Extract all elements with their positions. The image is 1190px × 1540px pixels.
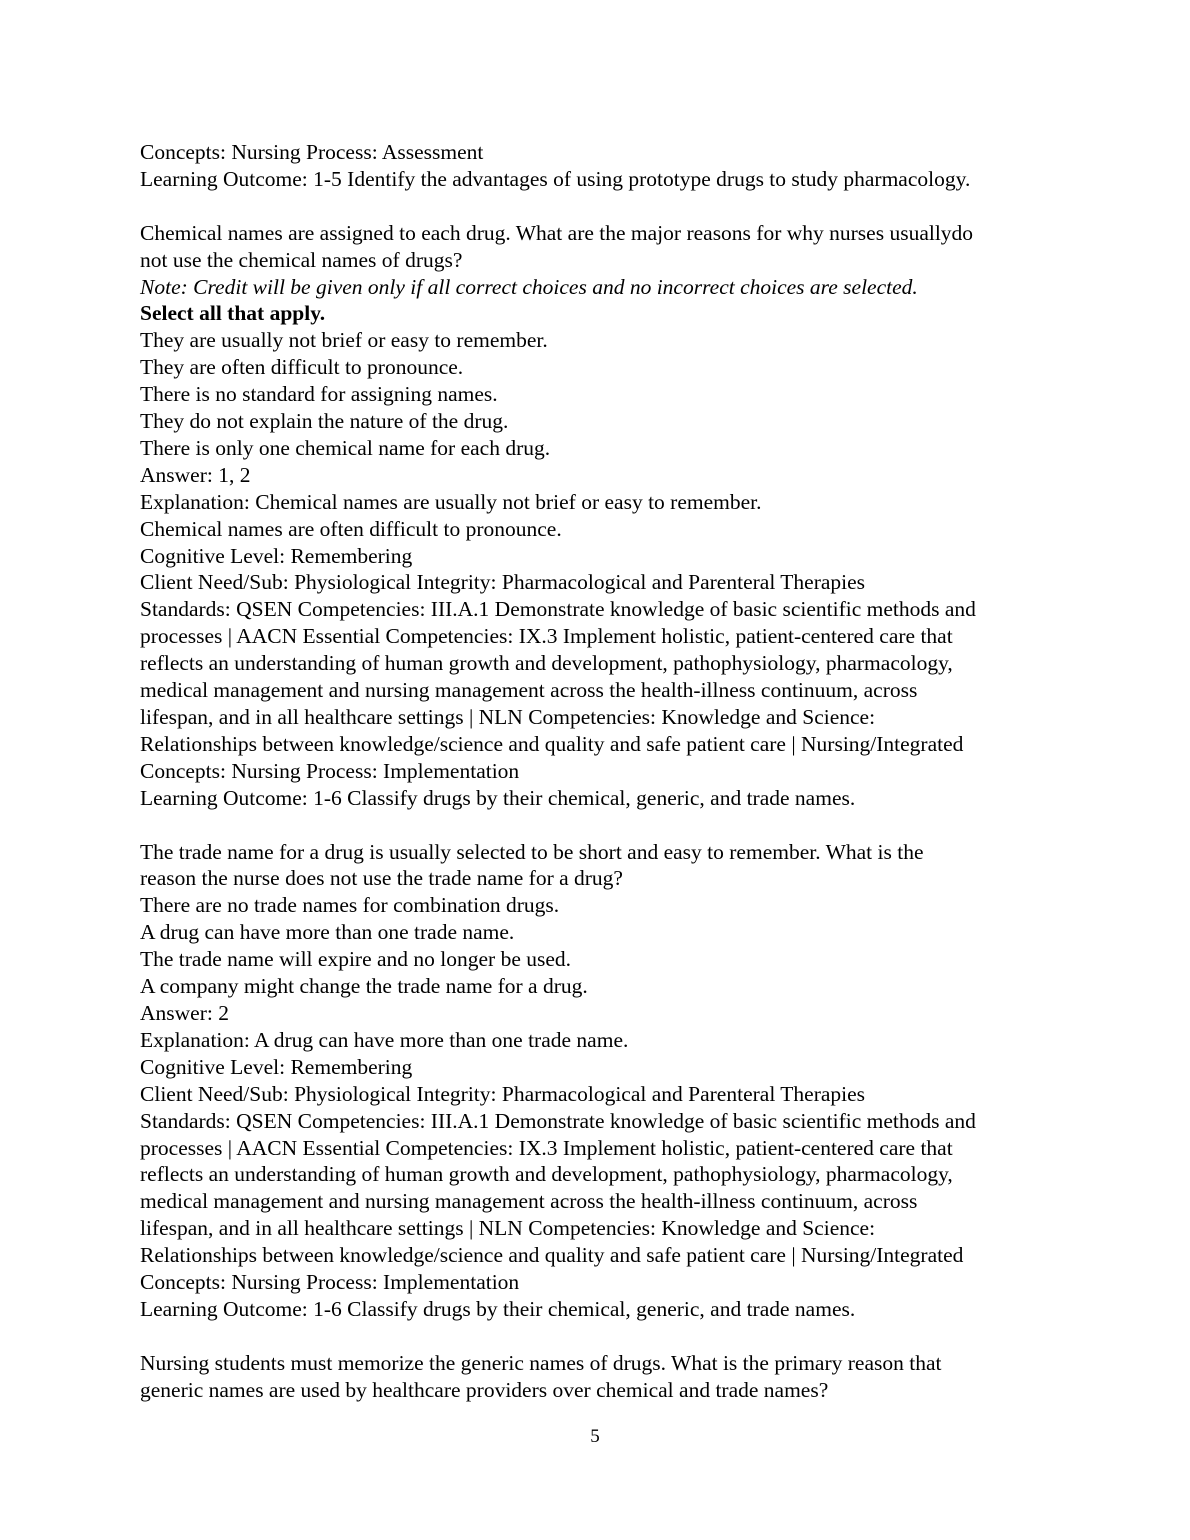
answer-option: The trade name will expire and no longer be used.	[140, 947, 572, 972]
learning-outcome-line: Learning Outcome: 1-6 Classify drugs by their chemical, generic, and trade names.	[140, 785, 856, 810]
answer-option: They do not explain the nature of the drug.	[140, 409, 509, 434]
cognitive-level: Cognitive Level: Remembering	[140, 543, 413, 568]
standards-line: Relationships between knowledge/science and quality and safe patient care | Nursing/Integrated	[140, 731, 964, 756]
page-number: 5	[590, 1426, 600, 1447]
answer-option: There is only one chemical name for each drug.	[140, 435, 551, 460]
standards-line: lifespan, and in all healthcare settings | NLN Competencies: Knowledge and Science:	[140, 705, 876, 730]
concepts-line: Concepts: Nursing Process: Implementation	[140, 758, 520, 783]
question-stem: The trade name for a drug is usually selected to be short and easy to remember. What is the	[140, 839, 924, 864]
answer-option: They are often difficult to pronounce.	[140, 355, 464, 380]
document-page	[140, 139, 1060, 1404]
cognitive-level: Cognitive Level: Remembering	[140, 1054, 413, 1079]
answer-option: There are no trade names for combination drugs.	[140, 893, 560, 918]
standards-line: Standards: QSEN Competencies: III.A.1 Demonstrate knowledge of basic scientific methods and	[140, 597, 976, 622]
explanation: Explanation: Chemical names are usually not brief or easy to remember.	[140, 489, 762, 514]
learning-outcome-line: Learning Outcome: 1-6 Classify drugs by their chemical, generic, and trade names.	[140, 1296, 856, 1321]
learning-outcome-line: Learning Outcome: 1-5 Identify the advantages of using prototype drugs to study pharmacology.	[140, 166, 971, 191]
answer-option: They are usually not brief or easy to remember.	[140, 328, 548, 353]
answer-option: A drug can have more than one trade name.	[140, 920, 515, 945]
question-stem: Nursing students must memorize the generic names of drugs. What is the primary reason that	[140, 1350, 942, 1375]
standards-line: Standards: QSEN Competencies: III.A.1 Demonstrate knowledge of basic scientific methods and	[140, 1108, 976, 1133]
question-stem: reason the nurse does not use the trade name for a drug?	[140, 866, 623, 891]
client-need: Client Need/Sub: Physiological Integrity: Pharmacological and Parenteral Therapies	[140, 570, 866, 595]
concepts-line: Concepts: Nursing Process: Implementation	[140, 1270, 520, 1295]
standards-line: processes | AACN Essential Competencies: IX.3 Implement holistic, patient-centered care that	[140, 1135, 953, 1160]
client-need: Client Need/Sub: Physiological Integrity: Pharmacological and Parenteral Therapies	[140, 1081, 866, 1106]
concepts-line: Concepts: Nursing Process: Assessment	[140, 140, 484, 164]
answer-option: A company might change the trade name for a drug.	[140, 974, 588, 999]
select-all-instruction: Select all that apply.	[140, 301, 326, 326]
standards-line: reflects an understanding of human growth and development, pathophysiology, pharmacology,	[140, 1162, 953, 1187]
answer-key: Answer: 1, 2	[140, 462, 251, 487]
explanation: Chemical names are often difficult to pronounce.	[140, 516, 562, 541]
standards-line: reflects an understanding of human growth and development, pathophysiology, pharmacology,	[140, 651, 953, 676]
standards-line: processes | AACN Essential Competencies: IX.3 Implement holistic, patient-centered care that	[140, 624, 953, 649]
credit-note: Note: Credit will be given only if all correct choices and no incorrect choices are selected.	[140, 274, 918, 299]
standards-line: lifespan, and in all healthcare settings | NLN Competencies: Knowledge and Science:	[140, 1216, 876, 1241]
question-stem: generic names are used by healthcare providers over chemical and trade names?	[140, 1377, 829, 1402]
question-stem: not use the chemical names of drugs?	[140, 247, 463, 272]
paragraph-gap	[140, 1323, 1060, 1350]
standards-line: medical management and nursing management across the health-illness continuum, across	[140, 678, 918, 703]
standards-line: Relationships between knowledge/science and quality and safe patient care | Nursing/Integrated	[140, 1243, 964, 1268]
explanation: Explanation: A drug can have more than one trade name.	[140, 1027, 629, 1052]
paragraph-gap	[140, 812, 1060, 839]
answer-option: There is no standard for assigning names.	[140, 382, 498, 407]
answer-key: Answer: 2	[140, 1000, 229, 1025]
paragraph-gap	[140, 193, 1060, 220]
standards-line: medical management and nursing management across the health-illness continuum, across	[140, 1189, 918, 1214]
question-stem: Chemical names are assigned to each drug. What are the major reasons for why nurses usuallydo	[140, 220, 974, 245]
